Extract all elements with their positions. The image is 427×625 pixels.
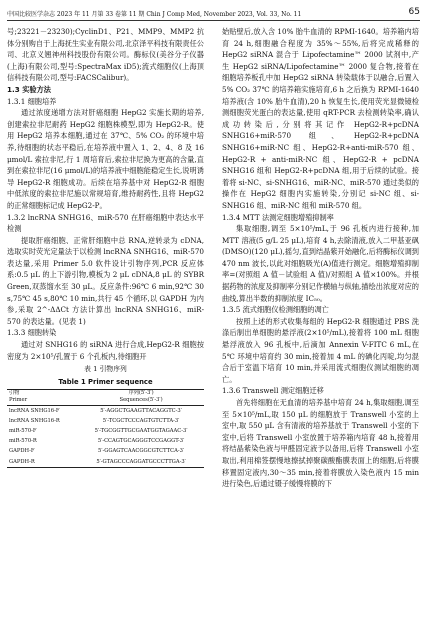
header-sequence-cn: 序列(5′-3′) bbox=[128, 390, 154, 397]
page-number: 65 bbox=[408, 7, 420, 17]
subsection-heading: 1.3.2 lncRNA SNHG16、miR-570 在肝癌细胞中表达水平检测 bbox=[7, 212, 204, 234]
table-row bbox=[7, 457, 204, 468]
primer-sequence: 5′-TCGCTCCCAGTGTCTTA-3′ bbox=[102, 417, 180, 424]
primer-sequence: 5′-GGAGTCAACGGCGTCTTCA-3′ bbox=[98, 448, 185, 455]
section-heading: 1.3 实验方法 bbox=[7, 84, 51, 94]
table-row bbox=[7, 405, 204, 416]
subsection-heading: 1.3.4 MTT 法测定细胞增殖抑制率 bbox=[222, 212, 334, 222]
header-primer-en: Primer bbox=[9, 397, 28, 404]
primer-name: miR-570-R bbox=[9, 438, 37, 445]
table-title-en: Table 1 Primer sequence bbox=[58, 377, 153, 386]
subsection-heading: 1.3.1 细胞培养 bbox=[7, 96, 57, 106]
journal-citation: 中国比较医学杂志 2023 年 11 月第 33 卷第 11 期 Chin J Comp Med, November 2023, Vol. 33, No. 11 bbox=[7, 11, 302, 18]
primer-table bbox=[7, 389, 204, 468]
table-title-cn: 表 1 引物序列 bbox=[84, 365, 127, 374]
paragraph: 通过浓度递增方法对肝癌细胞 HepG2 实施长期的培养,创建索拉非尼耐药 HepG2 细胞株模型,即为 HepG2-R。使用 HepG2 培养本细胞,通过在 37℃、5% CO₂ 的环境中培养,待细胞的状态平稳后,在培养液中置入 1、2、4、8 及 16 μmol/L 索拉非尼,行 1 周培育后,索拉非尼换为更高的含量,直到在索拉非尼(16 μmol/L)的培养液中细胞能稳定生长,说明诱导 HepG2-R 细胞成功。后续在培养基中对 HepG2-R 细胞中低浓度的索拉非尼施以常规培育,维持耐药性,且将 HepG2 的正常细胞标记成 HepG2-P。 bbox=[7, 108, 204, 210]
table-row bbox=[7, 416, 204, 426]
paragraph: 按照上述的形式收集每组的 HepG2-R 细胞通过 PBS 洗涤后制出单细胞的悬浮液(2×10⁵/mL),接着将 100 mL 细胞悬浮液放入 96 孔板中,后滴加 Annexin V-FITC 6 mL,在 5℃ 环境中培育约 30 min,接着加 4 mL 的碘化丙啶,均匀混合后于室温下培育 10 min,并采用流式细胞仪测试细胞的凋亡。 bbox=[222, 316, 419, 384]
running-header bbox=[7, 6, 420, 21]
primer-sequence: 5′-AGGCTGAAGTTACAGGTC-3′ bbox=[100, 407, 182, 414]
paragraph: 通过对 SNHG16 的 siRNA 进行合成,HepG2-R 细胞按密度为 2×10⁵/孔置于 6 个孔板内,待细胞开 bbox=[7, 340, 204, 361]
table-row bbox=[7, 426, 204, 436]
header-primer-cn: 引物 bbox=[9, 390, 20, 397]
right-column bbox=[222, 26, 419, 490]
subsection-heading: 1.3.6 Transwell 测定细胞迁移 bbox=[222, 386, 324, 396]
subsection-heading: 1.3.3 细胞转染 bbox=[7, 328, 57, 338]
table-row bbox=[7, 436, 204, 446]
paragraph: 首先将细胞在无血清的培养基中培育 24 h,集取细胞,调至至 5×10⁵/mL,取 150 μL 的细胞放于 Transwell 小室的上室中,取 550 μL 含有清液的培养基放于 Transwell 小室的下室中,后将 Transwell 小室放置于培养箱内培育 48 h,接着用将结晶紫染色液与甲醛固定液予以备用,后将 Transwell 小室取出,利用棉签摆慢地擦拭掉聚碳酸酯膜表面上的细胞,后将膜移置固定液内,30～35 min,接着将膜放入染色液内 15 min 进行染色,后通过镊子缓慢将膜的下 bbox=[222, 398, 419, 489]
primer-name: lncRNA SNHG16-F bbox=[9, 407, 60, 414]
primer-sequence: 5′-GTAGCCCAGGATGCCCTTGA-3′ bbox=[78, 457, 204, 468]
paragraph: 提取肝癌细胞、正常肝细胞中总 RNA,逆转录为 cDNA,选取实时荧光定量法于以检测 lncRNA SNHG16、miR-570 表达量,采用 Primer 5.0 软件设计引物序列,PCR 反应体系:0.5 μL 的上下游引物,模板为 2 μL cDNA,8 μL 的 SYBR Green,双蒸馏水至 30 μL。反应条件:96℃ 6 min,92℃ 30 s,75℃ 45 s,80℃ 10 min,共行 45 个循环,以 GAPDH 为内参,采取 2^-ΔΔCt 方法计算出 lncRNA SNHG16、miR-570 的表达量。(见表 1) bbox=[7, 235, 204, 326]
primer-name: GAPDH-R bbox=[7, 457, 78, 468]
primer-sequence: 5′-TGCGGTTGCGAATGGTAGAAC-3′ bbox=[94, 428, 188, 435]
paragraph: 集取细胞,调至 5×10⁵/mL,于 96 孔板内进行接种,加 MTT 溶液(5 g/L 25 μL),培育 4 h,去除清液,放入二甲基亚砜(DMSO)(120 μL),摇匀,直到结晶紫开始融化,后将酶标仪调到 470 nm 波长,以此对细胞吸光(A)值进行测定。细胞增殖抑制率=(对照组 A 值－试验组 A 值)/对照组 A 值×100%。并根据药物的浓度及抑制率分别记作横轴与纵轴,描绘出浓度对应的曲线,算出半数的抑制浓度 IC₅₀。 bbox=[222, 224, 419, 303]
table-header-primer bbox=[7, 390, 78, 405]
subsection-heading: 1.3.5 流式细胞仪检测细胞的凋亡 bbox=[222, 305, 329, 315]
table-header-sequence bbox=[78, 390, 204, 405]
header-sequence-en: Sequences(5′-3′) bbox=[119, 397, 163, 404]
left-column bbox=[7, 26, 204, 468]
table-row bbox=[7, 446, 204, 456]
primer-name: GAPDH-F bbox=[9, 448, 35, 455]
primer-name: lncRNA SNHG16-R bbox=[9, 417, 60, 424]
primer-name: miR-570-F bbox=[9, 428, 37, 435]
primer-sequence: 5′-CCAGTGCAGGGTCCGAGGT-3′ bbox=[97, 438, 185, 445]
paragraph: 始贴壁后,放入含 10% 胎牛血清的 RPMI-1640。培养箱内培育 24 h,细胞融合程度为 35%～55%,后将完成稀释的 HepG2 siRNA 混合于 Lipofectamine™ 2000 试剂中,产生 HepG2 siRNA/Lipofectamine™ 2000 复合物,接着在细胞培养板孔中加 HepG2 siRNA 转染载体于以融合,后置入 5% CO₂ 37℃ 的培养箱实施培育,6 h 之后换为 RPMI-1640 培养液(含 10% 胎牛血清),20 h 恢复生长,使用荧光显微镜检测细胞荧光蛋白的表达量,使用 qRT-PCR 去检测转染率,确认成功转染后,分别将其记作 HepG2-R+pcDNA SNHG16+miR-570 组、HepG2-R+pcDNA SNHG16+miR-NC 组、HepG2-R+anti-miR-570 组、HepG2-R + anti-miR-NC 组、HepG2-R + pcDNA SNHG16 组和 HepG2-R+pcDNA 组,用于后续的试验。接着将 si-NC、si-SNHG16、miR-NC、miR-570 通过类似的操作在 HepG2 细胞内实施转染,分别记 si-NC 组、si-SNHG16 组、miR-NC 组和 miR-570 组。 bbox=[222, 27, 419, 210]
paragraph: 号;23221－23230);CyclinD1、P21、MMP9、MMP2 抗体分别购自于上海抚生实业有限公司,北京泽平科技有限责任公司、北京义翘神州科技股份有限公司。酶标仪(美谷分子仪器(上海)有限公司,型号:SpectraMax iD5);流式细胞仪(上海顶信科技有限公司,型号:FACSCalibur)。 bbox=[7, 27, 204, 83]
